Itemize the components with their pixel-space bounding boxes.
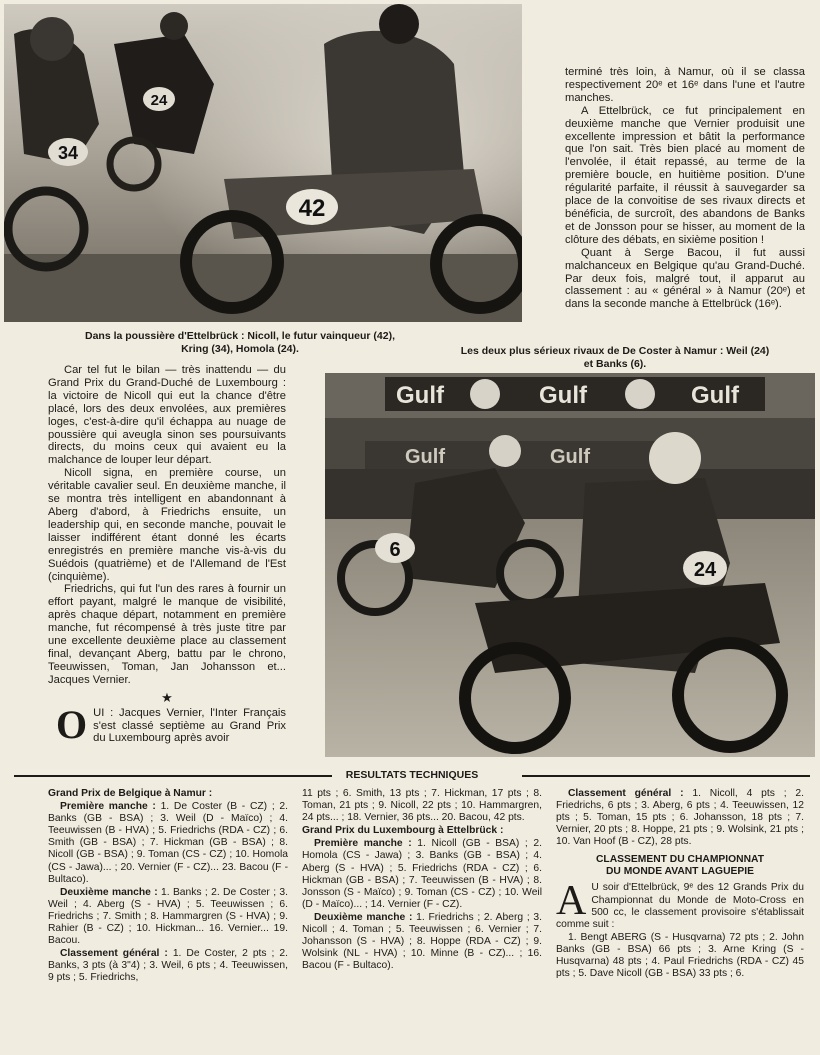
results-header (14, 768, 810, 782)
article-paragraph: Friedrichs, qui fut l'un des rares à fournir un effort payant, malgré le manque de visibilité, après chaque départ, notamment en première manche, fut récompensé à très juste titre par une excellente deuxième place au classement final, devançant Aberg, battu par le chrono, Teeuwissen, Toman, Jan Johansson et... Jacques Vernier. (48, 583, 286, 686)
article-paragraph: terminé très loin, à Namur, où il se classa respectivement 20ᵉ et 16ᵉ dans l'une et l'autre manches. (565, 66, 805, 104)
dropcap-letter: O (56, 701, 88, 747)
championship-standings: 1. Bengt ABERG (S - Husqvarna) 72 pts ; 2. John Banks (GB - BSA) 66 pts ; 3. Arne Kring (S - Husqvarna) 48 pts ; 4. Paul Friedrichs (RDA - CZ) 45 pts ; 5. Dave Nicoll (GB - BSA) 33 pts ; 6. (556, 931, 804, 980)
photo1-caption-line1: Dans la poussière d'Ettelbrück : Nicoll, le futur vainqueur (42), (85, 330, 395, 342)
photo2-caption (420, 345, 810, 371)
photo1-caption (40, 330, 440, 356)
results-column-1 (48, 788, 288, 986)
gp-luxembourg-manche1: Première manche : 1. Nicoll (GB - BSA) ; 2. Homola (CS - Jawa) ; 3. Banks (GB - BSA) ; 4. Aberg (S - HVA) ; 5. Friedrichs (RDA - CZ) ; 6. Hickman (GB - BSA) ; 7. Teeuwissen (B - HVA) ; 8. Jonsson (S - Maïco) ; 9. Toman (CS - CZ) ; 10. Weil (D - Maïco)... ; 14. Vernier (F - CZ). (302, 838, 542, 910)
gp-belgique-manche1: Première manche : 1. De Coster (B - CZ) ; 2. Banks (GB - BSA) ; 3. Weil (D - Maïco) ; 4. Teeuwissen (B - HVA) ; 5. Friedrichs (RDA - CZ) ; 6. Smith (GB - BSA) ; 7. Hickman (GB - BSA) ; 8. Nicoll (GB - BSA) ; 9. Toman (CS - CZ) ; 10. Homola (CS - Jawa)... ; 20. Vernier (F - CZ)... 23. Bacou (F - Bultaco). (48, 801, 288, 885)
gp-luxembourg-title: Grand Prix du Luxembourg à Ettelbrück : (302, 825, 504, 837)
article-paragraph: Quant à Serge Bacou, il fut aussi malchanceux en Belgique qu'au Grand-Duché. Par deux fois, malgré tout, il apparut au classement : au « général » à Namur (20ᵉ) et dans la seconde manche à Ettelbrück (16ᵉ). (565, 246, 805, 311)
photo-namur-weil-banks (325, 373, 815, 757)
banner-gulf-text: Gulf (405, 446, 445, 468)
photo2-caption-line2: et Banks (6). (583, 358, 647, 370)
results-column-3 (556, 788, 804, 981)
article-paragraph: Car tel fut le bilan — très inattendu — du Grand Prix du Grand-Duché de Luxembourg : la victoire de Nicoll qui eut la chance d'être placé, lors des deux envolées, aux premières loges, c'est-à-dire qu'il échappa au nuage de poussière qui aveugla sinon ses poursuivants directs, du moins ceux qui avaient eu la malchance de louper leur départ. (48, 364, 286, 467)
plate-number-24: 24 (693, 559, 717, 581)
banner-gulf-text: Gulf (550, 446, 590, 468)
plate-number-42: 42 (298, 195, 326, 222)
championship-big-letter: A (556, 878, 587, 925)
gp-belgique-title: Grand Prix de Belgique à Namur : (48, 788, 213, 799)
photo1-caption-line2: Kring (34), Homola (24). (181, 343, 299, 355)
plate-number-24: 24 (150, 92, 168, 109)
championship-title: CLASSEMENT DU CHAMPIONNAT DU MONDE AVANT LAGUEPIE (596, 854, 764, 877)
plate-number-6: 6 (389, 539, 401, 561)
results-column-2 (302, 788, 542, 973)
results-title: RESULTATS TECHNIQUES (345, 769, 479, 781)
photo-ettelbruck-riders (4, 4, 522, 322)
championship-intro: A U soir d'Ettelbrück, 9ᵉ des 12 Grands Prix du Championnat du Monde de Moto-Cross en 500 cc, le classement provisoire s'établissait comme suit : (556, 878, 804, 930)
plate-number-34: 34 (57, 143, 79, 163)
results-rule-right (522, 775, 810, 777)
gp-belgique-classement-cont: 11 pts ; 6. Smith, 13 pts ; 7. Hickman, 17 pts ; 8. Toman, 21 pts ; 9. Nicoll, 22 pts ; 10. Hammargren, 24 pts... ; 18. Vernier, 36 pts... 20. Bacou, 42 pts. (302, 788, 542, 824)
gp-belgique-manche2: Deuxième manche : 1. Banks ; 2. De Coster ; 3. Weil ; 4. Aberg (S - HVA) ; 5. Teeuwissen ; 6. Friedrichs ; 7. Smith ; 8. Hammargren (S - HVA) ; 9. Rahier (B - CZ) ; 10. Hickman... 16. Vernier... 19. Bacou. (48, 886, 288, 947)
article-paragraph: Nicoll signa, en première course, un véritable cavalier seul. En deuxième manche, il se montra très intelligent en abandonnant à Aberg d'abord, à Friedrichs ensuite, un leadership qui, en seconde manche, pouvait le laisser indifférent étant donné les écarts enregistrés en première manche vis-à-vis du Suédois (quatrième) et de l'Allemand de l'Est (cinquième). (48, 467, 286, 583)
article-paragraph: A Ettelbrück, ce fut principalement en deuxième manche que Vernier produisit une excellente impression et bâtit la performance que l'on sait. Très bien placé au moment de l'envolée, il était repassé, au terme de la première boucle, en huitième position. D'une régularité parfaite, il réussit à sauvegarder sa place de la convoitise de ses rivaux directs et bénéficia, de surcroît, des abandons de Banks et de Jonsson pour se hisser, au moment de la clôture des débats, en sixième position ! (565, 104, 805, 246)
article-left-column (48, 364, 286, 745)
gp-belgique-classement: Classement général : 1. De Coster, 2 pts ; 2. Banks, 3 pts (à 3"4) ; 3. Weil, 6 pts ; 4. Teeuwissen, 9 pts ; 5. Friedrichs, (48, 948, 288, 984)
gp-luxembourg-manche2: Deuxième manche : 1. Friedrichs ; 2. Aberg ; 3. Nicoll ; 4. Toman ; 5. Teeuwissen ; 6. Vernier ; 7. Johansson (S - HVA) ; 8. Hoppe (RDA - CZ) ; 9. Wolsink (NL - HVA) ; 10. Minne (B - CZ)... ; 16. Bacou (F - Bultaco). (302, 911, 542, 972)
banner-gulf-text: Gulf (691, 382, 739, 409)
section-star-separator: ★ (161, 689, 173, 705)
dropcap-paragraph (48, 701, 286, 747)
dropcap-text: UI : Jacques Vernier, l'Inter Français s'est classé septième au Grand Prix du Luxembourg après avoir (93, 706, 286, 745)
banner-gulf-text: Gulf (396, 382, 444, 409)
gp-luxembourg-classement: Classement général : 1. Nicoll, 4 pts ; 2. Friedrichs, 6 pts ; 3. Aberg, 6 pts ; 4. Teeuwissen, 12 pts ; 5. Toman, 15 pts ; 6. Johansson, 18 pts ; 7. Vernier, 20 pts ; 8. Hoppe, 21 pts ; 9. Wolsink, 21 pts ; 10. Van Hoof (B - CZ), 28 pts. (556, 788, 804, 848)
article-right-top (565, 66, 805, 311)
photo2-caption-line1: Les deux plus sérieux rivaux de De Coster à Namur : Weil (24) (460, 345, 770, 357)
banner-gulf-text: Gulf (539, 382, 587, 409)
